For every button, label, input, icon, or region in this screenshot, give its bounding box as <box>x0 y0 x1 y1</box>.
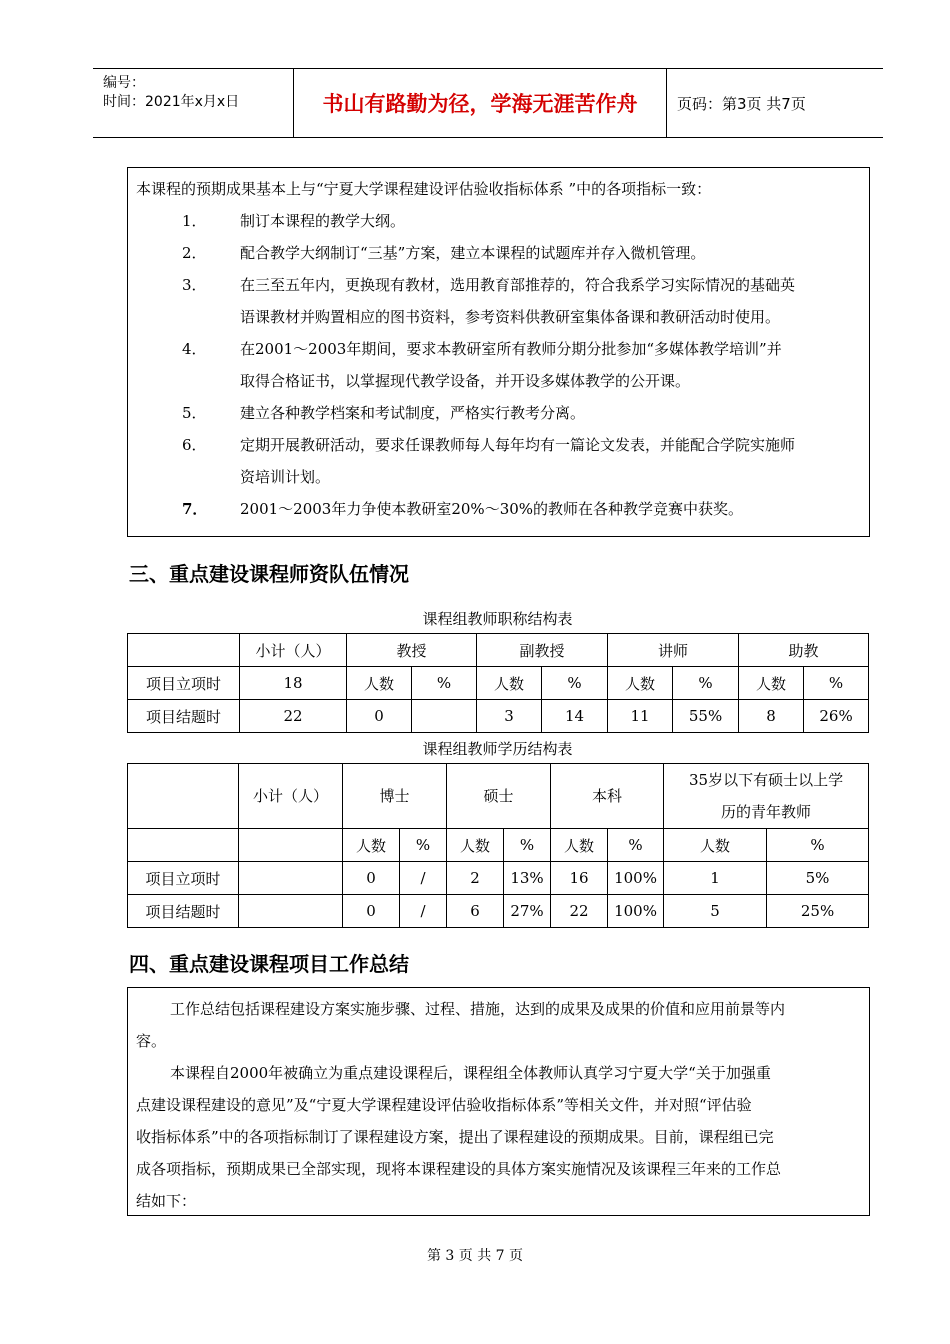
outcome-text: 在三至五年内，更换现有教材，选用教育部推荐的，符合我系学习实际情况的基础英 <box>240 276 796 294</box>
table-cell: 人数 <box>608 667 673 700</box>
row-label: 项目结题时 <box>128 895 239 928</box>
title-structure-table <box>127 633 869 733</box>
table-cell: 6 <box>447 895 504 928</box>
outcome-text: 定期开展教研活动，要求任课教师每人每年均有一篇论文发表，并能配合学院实施师 <box>240 436 796 454</box>
table-cell: 22 <box>551 895 608 928</box>
table-cell: 0 <box>343 862 400 895</box>
work-summary-box <box>127 987 870 1216</box>
table-cell: 人数 <box>347 667 412 700</box>
summary-line: 结如下： <box>136 1192 197 1210</box>
table-header: 小计（人） <box>240 634 347 667</box>
table-cell <box>128 829 239 862</box>
summary-line: 点建设课程建设的意见”及“宁夏大学课程建设评估验收指标体系”等相关文件，并对照“评估验 <box>136 1096 752 1114</box>
header-motto: 书山有路勤为径，学海无涯苦作舟 <box>294 69 667 137</box>
table-cell: % <box>673 667 739 700</box>
table-cell: 26% <box>804 700 869 733</box>
table-cell: 16 <box>551 862 608 895</box>
outcome-text: 建立各种教学档案和考试制度，严格实行教考分离。 <box>240 404 586 422</box>
table-subheader: 人数 <box>343 829 400 862</box>
outcome-num: 5． <box>182 404 207 422</box>
outcome-num: 2． <box>182 244 207 262</box>
table-cell <box>239 862 343 895</box>
table-cell: % <box>804 667 869 700</box>
outcomes-intro: 本课程的预期成果基本上与“宁夏大学课程建设评估验收指标体系 ”中的各项指标一致： <box>136 180 712 198</box>
table-subheader: 人数 <box>551 829 608 862</box>
row-label: 项目立项时 <box>128 667 240 700</box>
table-cell <box>128 764 239 829</box>
table-header: 副教授 <box>477 634 608 667</box>
table-cell: 0 <box>347 700 412 733</box>
section4-title: 四、重点建设课程项目工作总结 <box>129 952 409 976</box>
summary-line: 容。 <box>136 1032 167 1050</box>
outcome-num: 6． <box>182 436 207 454</box>
outcome-num: 3． <box>182 276 207 294</box>
table-header: 博士 <box>343 764 447 829</box>
table-cell: 5% <box>767 862 869 895</box>
row-label: 项目立项时 <box>128 862 239 895</box>
table-cell: 14 <box>542 700 608 733</box>
table-cell: / <box>400 862 447 895</box>
table-cell: 11 <box>608 700 673 733</box>
table-cell: 25% <box>767 895 869 928</box>
table-cell: 0 <box>343 895 400 928</box>
summary-line: 工作总结包括课程建设方案实施步骤、过程、措施，达到的成果及成果的价值和应用前景等内 <box>170 1000 786 1018</box>
table-subheader: % <box>767 829 869 862</box>
outcome-text: 制订本课程的教学大纲。 <box>240 212 406 230</box>
table-subheader: 人数 <box>447 829 504 862</box>
table-cell: 55% <box>673 700 739 733</box>
row-label: 项目结题时 <box>128 700 240 733</box>
summary-line: 本课程自2000年被确立为重点建设课程后，课程组全体教师认真学习宁夏大学“关于加强重 <box>170 1064 771 1082</box>
table2-caption: 课程组教师学历结构表 <box>422 740 573 758</box>
table-cell: % <box>412 667 477 700</box>
header-meta <box>93 69 294 137</box>
table-header: 教授 <box>347 634 477 667</box>
table-cell: 2 <box>447 862 504 895</box>
table-row <box>128 634 869 667</box>
outcome-num: 4． <box>182 340 207 358</box>
header-page-info: 页码：第3页 共7页 <box>677 95 806 113</box>
outcome-text: 资培训计划。 <box>240 468 331 486</box>
table-subheader: % <box>504 829 551 862</box>
education-structure-table <box>127 763 869 928</box>
table-header: 讲师 <box>608 634 739 667</box>
outcome-text: 在2001～2003年期间，要求本教研室所有教师分期分批参加“多媒体教学培训”并 <box>240 340 782 358</box>
table-row <box>128 667 869 700</box>
table-header: 小计（人） <box>239 764 343 829</box>
table-header: 本科 <box>551 764 664 829</box>
table-subheader: 人数 <box>664 829 767 862</box>
number-label: 编号： <box>103 75 145 91</box>
table-header: 助教 <box>739 634 869 667</box>
page-footer: 第 3 页 共 7 页 <box>426 1248 524 1264</box>
table-cell <box>128 634 240 667</box>
table-row <box>128 764 869 829</box>
time-label: 时间：2021年x月x日 <box>103 94 240 110</box>
table-cell: 3 <box>477 700 542 733</box>
table-cell: 13% <box>504 862 551 895</box>
expected-outcomes-box <box>127 167 870 537</box>
table-cell: 8 <box>739 700 804 733</box>
table1-caption: 课程组教师职称结构表 <box>422 610 573 628</box>
table-cell <box>239 895 343 928</box>
table-cell: 人数 <box>739 667 804 700</box>
outcome-text: 语课教材并购置相应的图书资料，参考资料供教研室集体备课和教研活动时使用。 <box>240 308 781 326</box>
table-cell: 27% <box>504 895 551 928</box>
summary-line: 成各项指标，预期成果已全部实现，现将本课程建设的具体方案实施情况及该课程三年来的工作总 <box>136 1160 782 1178</box>
table-cell <box>412 700 477 733</box>
table-row <box>128 862 869 895</box>
outcome-num: 1． <box>182 212 207 230</box>
header-line: 历的青年教师 <box>721 803 812 821</box>
table-cell <box>239 829 343 862</box>
outcome-num: 7． <box>182 500 208 518</box>
outcome-text: 2001～2003年力争使本教研室20%～30%的教师在各种教学竞赛中获奖。 <box>240 500 744 518</box>
table-subheader: % <box>400 829 447 862</box>
table-cell: 22 <box>240 700 347 733</box>
table-row <box>128 895 869 928</box>
table-row <box>128 700 869 733</box>
table-cell: 1 <box>664 862 767 895</box>
table-cell: / <box>400 895 447 928</box>
table-cell: 100% <box>608 862 664 895</box>
table-subheader: % <box>608 829 664 862</box>
table-header: 硕士 <box>447 764 551 829</box>
section3-title: 三、重点建设课程师资队伍情况 <box>129 562 409 586</box>
outcome-text: 配合教学大纲制订“三基”方案，建立本课程的试题库并存入微机管理。 <box>240 244 706 262</box>
table-cell: 18 <box>240 667 347 700</box>
table-cell: 100% <box>608 895 664 928</box>
outcome-text: 取得合格证书，以掌握现代教学设备，并开设多媒体教学的公开课。 <box>240 372 691 390</box>
header-line: 35岁以下有硕士以上学 <box>689 771 844 789</box>
summary-line: 收指标体系”中的各项指标制订了课程建设方案，提出了课程建设的预期成果。目前，课程组已完 <box>136 1128 774 1146</box>
table-row <box>128 829 869 862</box>
table-header-young-teachers <box>664 764 869 829</box>
table-cell: 5 <box>664 895 767 928</box>
table-cell: % <box>542 667 608 700</box>
page-header <box>93 68 883 138</box>
table-cell: 人数 <box>477 667 542 700</box>
